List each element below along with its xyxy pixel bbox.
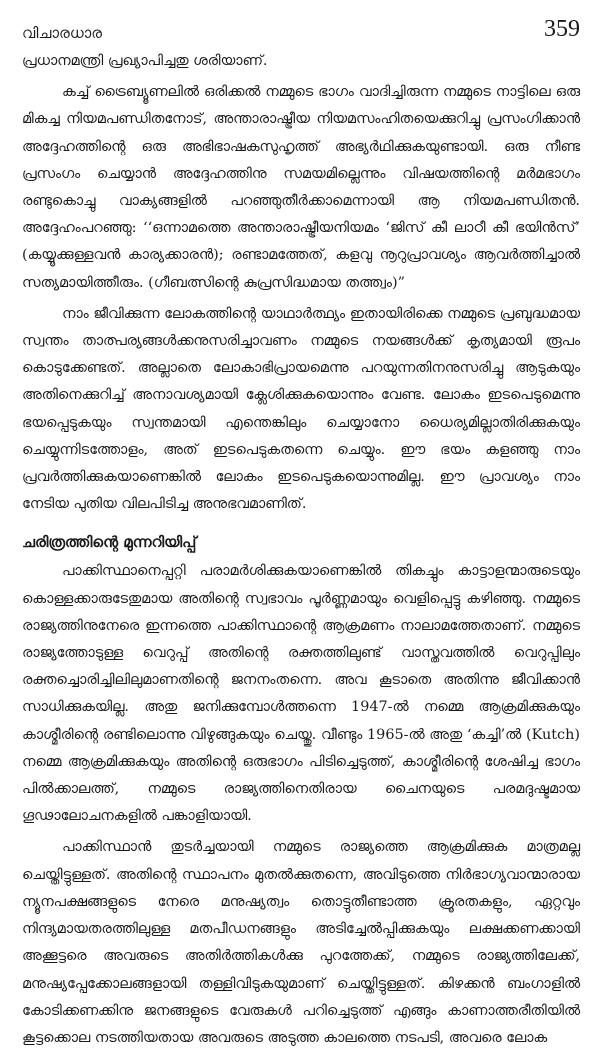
paragraph-2: കച്ച് ട്രൈബ്യൂണലിൽ ഒരിക്കൽ നമ്മുടെ ഭാഗം വാദിച്ചിരുന്ന നമ്മുടെ നാട്ടിലെ ഒരു മികച്ച നിയമപണ്ഡിതനോട്, അന്താരാഷ്ട്രീയ നിയമസംഹിതയെക്കുറിച്ചു പ്രസംഗിക്കാൻ അദ്ദേഹത്തിന്റെ ഒരു അഭിഭാഷകസുഹൃത്ത് അഭ്യർഥിക്കുകയുണ്ടായി. ഒരു നീണ്ട പ്രസംഗം ചെയ്യാൻ അദ്ദേഹത്തിനു സമയമില്ലെന്നും വിഷയത്തിന്റെ മർമഭാഗം രണ്ടുകൊച്ചു വാക്യങ്ങളിൽ പറഞ്ഞുതീർക്കാമെന്നായി ആ നിയമപണ്ഡിതൻ. അദ്ദേഹംപറഞ്ഞു: ‘‘ഒന്നാമത്തെ അന്താരാഷ്ട്രീയനിയമം ‘ജിസ് കീ ലാഠീ കീ ഭയിൻസ്’ (കയ്യൂക്കുള്ളവൻ കാര്യക്കാരൻ); രണ്ടാമത്തേത്, കളവു നൂറുപ്രാവശ്യം ആവർത്തിച്ചാൽ സത്യമായിത്തീരും. (ഗീബത്സിന്റെ കുപ്രസിദ്ധമായ തത്ത്വം)” — [22, 84, 580, 291]
section-heading: ചരിത്രത്തിന്റെ മുന്നറിയിപ്പ് — [22, 533, 197, 552]
running-header — [22, 14, 580, 44]
chapter-running-title: വിചാരധാര — [22, 24, 102, 42]
page-number: 359 — [544, 16, 580, 42]
paragraph-5: പാക്കിസ്ഥാൻ തുടർച്ചയായി നമ്മുടെ രാജ്യത്തെ ആക്രമിക്കുക മാത്രമല്ല ചെയ്തിട്ടുള്ളത്. അതിന്റെ സ്ഥാപനം മുതൽക്കുതന്നെ, അവിടുത്തെ നിർഭാഗ്യവാന്മാരായ ന്യൂനപക്ഷങ്ങളുടെ നേരെ മനുഷ്യത്വം തൊട്ടുതീണ്ടാത്ത ക്രൂരതകളും, ഏറ്റവും നിന്ദ്യമായതരത്തിലുള്ള മതപീഡനങ്ങളും അടിച്ചേൽപ്പിക്കുകയും ലക്ഷക്കണക്കായി അക്കൂട്ടരെ അവരുടെ അതിർത്തികൾക്കു പുറത്തേക്ക്, നമ്മുടെ രാജ്യത്തിലേക്ക്, മനുഷ്യപ്പേക്കോലങ്ങളായി തള്ളിവിടുകയുമാണ് ചെയ്തിട്ടുള്ളത്. കിഴക്കൻ ബംഗാളിൽ കോടിക്കണക്കിനു ജനങ്ങളുടെ വേരുകൾ പറിച്ചെടുത്ത് എങ്ങും കാണാത്തരീതിയിൽ കൂട്ടക്കൊല നടത്തിയതായ അവരുടെ അടുത്ത കാലത്തെ നടപടി, അവരെ ലോക — [22, 839, 580, 1046]
page-body — [22, 48, 580, 1052]
paragraph-1: പ്രധാനമന്ത്രി പ്രഖ്യാപിച്ചതു ശരിയാണ്. — [22, 53, 268, 69]
paragraph-4: പാക്കിസ്ഥാനെപ്പറ്റി പരാമർശിക്കുകയാണെങ്കിൽ തികച്ചും കാട്ടാളന്മാരുടെയും കൊള്ളക്കാരുടേതുമായ അതിന്റെ സ്വഭാവം പൂർണ്ണമായും വെളിപ്പെട്ടു കഴിഞ്ഞു. നമ്മുടെ രാജ്യത്തിനുനേരെ ഇന്നത്തെ പാക്കിസ്ഥാന്റെ ആക്രമണം നാലാമത്തേതാണ്. നമ്മുടെ രാജ്യത്തോടുള്ള വെറുപ്പ് അതിന്റെ രക്തത്തിലുണ്ട് വാസ്തവത്തിൽ വെറുപ്പിലും രക്തച്ചൊരിച്ചിലിലുമാണതിന്റെ ജനനംതന്നെ. അവ കൂടാതെ അതിന്നു ജീവിക്കാൻ സാധിക്കുകയില്ല. അതു ജനിക്കുമ്പോൾത്തന്നെ 1947-ൽ നമ്മെ ആക്രമിക്കുകയും കാശ്മീരിന്റെ രണ്ടിലൊന്നു വിഴുങ്ങുകയും ചെയ്തു. വീണ്ടും 1965-ൽ അതു ‘കച്ചി’ൽ (Kutch) നമ്മെ ആക്രമിക്കുകയും അതിന്റെ ഒരുഭാഗം പിടിച്ചെടുത്ത്, കാശ്മീരിന്റെ ശേഷിച്ച ഭാഗം പിൽക്കാലത്ത്, നമ്മുടെ രാജ്യത്തിനെതിരായ ചൈനയുടെ പരമദുഷ്ടമായ ഗൂഢാലോചനകളിൽ പങ്കാളിയായി. — [22, 563, 580, 825]
paragraph-3: നാം ജീവിക്കുന്ന ലോകത്തിന്റെ യാഥാർത്ഥ്യം ഇതായിരിക്കെ നമ്മുടെ പ്രബുദ്ധമായ സ്വന്തം താത്പര്യങ്ങൾക്കനുസരിച്ചാവണം നമ്മുടെ നയങ്ങൾക്ക് കൃത്യമായി രൂപം കൊടുക്കേണ്ടത്. അല്ലാതെ ലോകാഭിപ്രായമെന്നു പറയുന്നതിനനുസരിച്ചു ആടുകയും അതിനെക്കുറിച്ച് അനാവശ്യമായി ക്ലേശിക്കുകയൊന്നും വേണ്ട. ലോകം ഇടപെടുമെന്നു ഭയപ്പെടുകയും സ്വന്തമായി എന്തെങ്കിലും ചെയ്യാനോ ധൈര്യമില്ലാതിരിക്കുകയും ചെയ്യുന്നിടത്തോളം, അത് ഇടപെടുകതന്നെ ചെയ്യും. ഈ ഭയം കളഞ്ഞു നാം പ്രവർത്തിക്കുകയാണെങ്കിൽ ലോകം ഇടപെടുകയൊന്നുമില്ല. ഈ പ്രാവശ്യം നാം നേടിയ പുതിയ വിലപിടിച്ച അനുഭവമാണിത്. — [22, 305, 580, 513]
